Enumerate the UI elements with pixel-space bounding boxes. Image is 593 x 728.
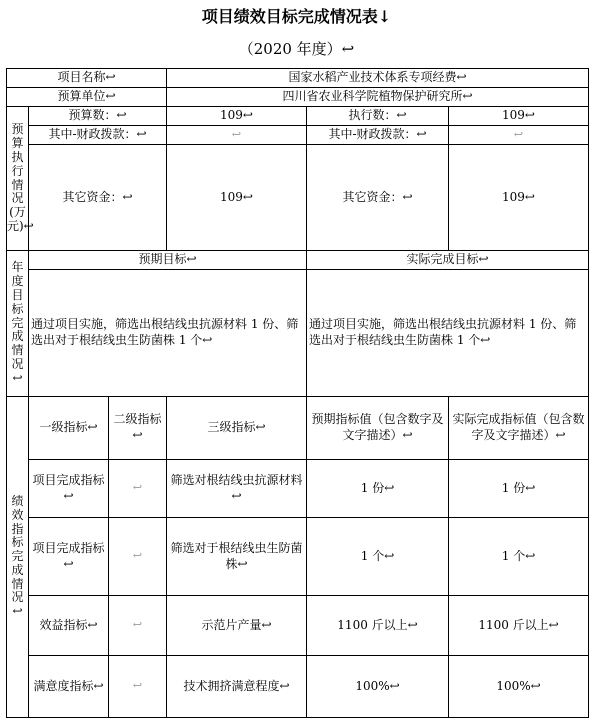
indicator-level1: 项目完成指标↩ [29, 460, 109, 518]
indicator-header-row [7, 397, 589, 460]
other-funds-row [7, 145, 589, 251]
executed-amount-value: 109↩ [449, 107, 589, 126]
budget-amount-label: 预算数：↩ [29, 107, 167, 126]
indicator-row [7, 656, 589, 718]
annual-section-label: 年度目标完成情况↩ [7, 251, 29, 397]
document-title: 项目绩效目标完成情况表↓ [201, 7, 392, 26]
fiscal-executed-label: 其中-财政拨款：↩ [307, 126, 449, 145]
actual-target-text: 通过项目实施，筛选出根结线虫抗源材料 1 份、筛选出对于根结线虫生防菌株 1 个↩ [307, 270, 589, 397]
indicator-actual: 1 个↩ [449, 518, 589, 596]
expected-target-text: 通过项目实施，筛选出根结线虫抗源材料 1 份、筛选出对于根结线虫生防菌株 1 个↩ [29, 270, 307, 397]
indicator-level1: 满意度指标↩ [29, 656, 109, 718]
document-year: （2020 年度）↩ [238, 40, 355, 58]
indicator-level1: 效益指标↩ [29, 596, 109, 656]
fiscal-budget-label: 其中-财政拨款：↩ [29, 126, 167, 145]
indicator-actual: 1 份↩ [449, 460, 589, 518]
annual-header-row [7, 251, 589, 270]
indicator-expected: 1100 斤以上↩ [307, 596, 449, 656]
indicator-row [7, 518, 589, 596]
annual-content-row [7, 270, 589, 397]
indicator-expected: 1 份↩ [307, 460, 449, 518]
indicator-level3: 技术拥挤满意程度↩ [167, 656, 307, 718]
indicator-level3: 筛选对于根结线虫生防菌株↩ [167, 518, 307, 596]
indicator-actual: 1100 斤以上↩ [449, 596, 589, 656]
indicator-level2: ↩ [109, 518, 167, 596]
fiscal-executed-value: ↩ [449, 126, 589, 145]
indicator-level2: ↩ [109, 656, 167, 718]
fiscal-row [7, 126, 589, 145]
other-funds-executed-value: 109↩ [449, 145, 589, 251]
project-name-row [7, 69, 589, 88]
indicator-actual: 100%↩ [449, 656, 589, 718]
budget-unit-row [7, 88, 589, 107]
indicator-expected: 100%↩ [307, 656, 449, 718]
indicator-level3: 示范片产量↩ [167, 596, 307, 656]
indicator-expected: 1 个↩ [307, 518, 449, 596]
other-funds-budget-value: 109↩ [167, 145, 307, 251]
level1-header: 一级指标↩ [29, 397, 109, 460]
budget-row [7, 107, 589, 126]
executed-amount-label: 执行数：↩ [307, 107, 449, 126]
performance-section-label: 绩效指标完成情况↩ [7, 397, 29, 718]
budget-unit-label: 预算单位↩ [7, 88, 167, 107]
actual-value-header: 实际完成指标值（包含数字及文字描述）↩ [449, 397, 589, 460]
level2-header: 二级指标↩ [109, 397, 167, 460]
level3-header: 三级指标↩ [167, 397, 307, 460]
performance-table [6, 68, 589, 718]
indicator-row [7, 460, 589, 518]
indicator-level3: 筛选对根结线虫抗源材料↩ [167, 460, 307, 518]
indicator-level2: ↩ [109, 460, 167, 518]
expected-target-header: 预期目标↩ [29, 251, 307, 270]
project-name-label: 项目名称↩ [7, 69, 167, 88]
budget-section-label: 预算执行情况(万元)↩ [7, 107, 29, 251]
other-funds-budget-label: 其它资金：↩ [29, 145, 167, 251]
indicator-row [7, 596, 589, 656]
other-funds-executed-label: 其它资金：↩ [307, 145, 449, 251]
fiscal-budget-value: ↩ [167, 126, 307, 145]
actual-target-header: 实际完成目标↩ [307, 251, 589, 270]
budget-unit-value: 四川省农业科学院植物保护研究所↩ [167, 88, 589, 107]
expected-value-header: 预期指标值（包含数字及文字描述）↩ [307, 397, 449, 460]
project-name-value: 国家水稻产业技术体系专项经费↩ [167, 69, 589, 88]
indicator-level1: 项目完成指标↩ [29, 518, 109, 596]
budget-amount-value: 109↩ [167, 107, 307, 126]
indicator-level2: ↩ [109, 596, 167, 656]
